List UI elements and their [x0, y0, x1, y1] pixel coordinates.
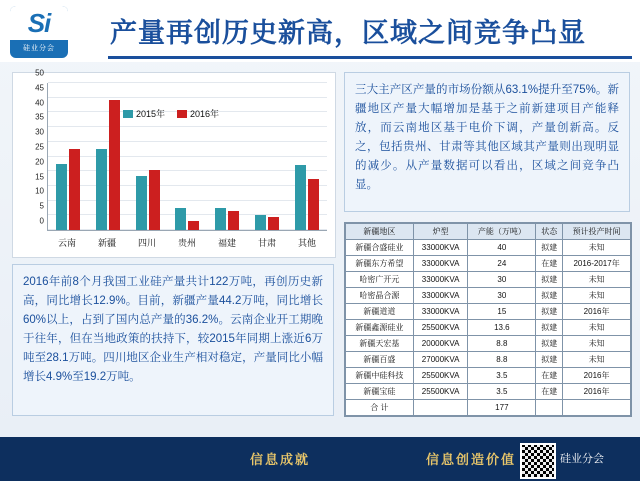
table-cell: 拟建 [536, 352, 563, 368]
note-market-share: 三大主产区产量的市场份额从63.1%提升至75%。新疆地区产量大幅增加是基于之前新建项目产能释放，而云南地区基于电价下调，产量创新高。反之，包括贵州、甘肃等其他区域其产量则出现明显的减少。从产量数据可以看出，区域之间竞争凸显。 [344, 72, 630, 212]
slide-header [0, 0, 640, 62]
chart-y-tick: 45 [35, 83, 44, 93]
table-cell: 新疆宝硅 [346, 384, 414, 400]
chart-x-tick: 云南 [57, 238, 76, 248]
table-cell: 未知 [563, 288, 631, 304]
table-cell: 未知 [563, 272, 631, 288]
table-row [346, 336, 631, 352]
table-cell: 24 [468, 256, 536, 272]
chart-bar [96, 149, 107, 230]
table-column-header: 状态 [536, 224, 563, 240]
table-cell: 15 [468, 304, 536, 320]
chart-x-tick: 新疆 [97, 238, 116, 248]
table-cell: 13.6 [468, 320, 536, 336]
table-cell: 新疆道道 [346, 304, 414, 320]
table-cell [413, 400, 468, 416]
chart-y-tick: 15 [35, 172, 44, 182]
table-cell: 30 [468, 288, 536, 304]
table-cell: 25500KVA [413, 368, 468, 384]
table-cell: 2016年 [563, 384, 631, 400]
chart-bars [48, 83, 327, 230]
table-cell: 177 [468, 400, 536, 416]
table-row [346, 320, 631, 336]
table-cell: 拟建 [536, 336, 563, 352]
table-cell: 拟建 [536, 320, 563, 336]
chart-y-tick: 20 [35, 157, 44, 167]
chart-x-tick: 贵州 [177, 238, 196, 248]
chart-bar-group [90, 83, 126, 230]
chart-bar-group [129, 83, 165, 230]
table-cell: 27000KVA [413, 352, 468, 368]
table-cell: 未知 [563, 336, 631, 352]
table-column-header: 新疆地区 [346, 224, 414, 240]
legend-label: 2015年 [136, 109, 166, 119]
page-title: 产量再创历史新高，区域之间竞争凸显 [110, 18, 586, 48]
table-cell: 拟建 [536, 304, 563, 320]
table-cell: 25500KVA [413, 320, 468, 336]
table-row [346, 400, 631, 416]
table-header-row [346, 224, 631, 240]
table-cell: 3.5 [468, 384, 536, 400]
chart-bar-group [169, 83, 205, 230]
chart-y-tick: 30 [35, 127, 44, 137]
table-row [346, 256, 631, 272]
table-cell: 哈密晶合源 [346, 288, 414, 304]
table-cell: 拟建 [536, 240, 563, 256]
table-row [346, 352, 631, 368]
chart-y-tick: 50 [35, 68, 44, 78]
chart-bar [255, 215, 266, 230]
chart-bar [188, 221, 199, 230]
chart-bar-group [289, 83, 325, 230]
table-column-header: 炉型 [413, 224, 468, 240]
slide-footer [0, 437, 640, 481]
table-row [346, 368, 631, 384]
table-cell: 33000KVA [413, 240, 468, 256]
table-cell: 3.5 [468, 368, 536, 384]
table-cell: 25500KVA [413, 384, 468, 400]
chart-bar [215, 208, 226, 230]
table-body [346, 240, 631, 416]
footer-right-text: 信息创造价值 [426, 452, 517, 467]
chart-x-tick: 福建 [217, 238, 236, 248]
chart-bar-group [209, 83, 245, 230]
table-column-header: 预计投产时间 [563, 224, 631, 240]
chart-y-tick: 40 [35, 98, 44, 108]
table-cell: 8.8 [468, 352, 536, 368]
table-row [346, 288, 631, 304]
table-column-header: 产能（万吨） [468, 224, 536, 240]
legend-label: 2016年 [190, 109, 220, 119]
table-row [346, 304, 631, 320]
chart-bar [268, 217, 279, 230]
table-cell: 40 [468, 240, 536, 256]
table-cell: 30 [468, 272, 536, 288]
chart-x-tick: 甘肃 [257, 238, 276, 248]
table-cell: 哈密广开元 [346, 272, 414, 288]
chart-legend [123, 107, 219, 120]
chart-bar [228, 211, 239, 230]
table-cell: 拟建 [536, 272, 563, 288]
note-output-summary: 2016年前8个月我国工业硅产量共计122万吨，再创历史新高，同比增长12.9%。目前，新疆产量44.2万吨，同比增长60%以上，占到了国内总产量的36.2%。云南企业开工期晚于往年，但在当地政策的扶持下，较2015年同期上涨近6万吨至28.1万吨。四川地区企业生产相对稳定，产量同比小幅增长4.9%至19.2万吨。 [12, 264, 334, 416]
table-cell: 新疆天宏基 [346, 336, 414, 352]
qr-code-icon [520, 443, 556, 479]
chart-plot-area [35, 68, 327, 231]
table-cell: 未知 [563, 352, 631, 368]
table-cell: 在建 [536, 384, 563, 400]
chart-y-tick: 35 [35, 112, 44, 122]
table-cell: 新疆中硅科技 [346, 368, 414, 384]
table-cell: 33000KVA [413, 288, 468, 304]
chart-y-tick: 5 [39, 201, 44, 211]
table-cell: 2016年 [563, 368, 631, 384]
table-row [346, 240, 631, 256]
table-cell: 新疆东方希望 [346, 256, 414, 272]
table-cell: 合 计 [346, 400, 414, 416]
table-cell [536, 400, 563, 416]
table-cell: 33000KVA [413, 272, 468, 288]
legend-swatch-icon [123, 110, 133, 118]
table-cell: 33000KVA [413, 256, 468, 272]
production-bar-chart [12, 68, 336, 258]
table-cell: 拟建 [536, 288, 563, 304]
chart-y-tick: 10 [35, 186, 44, 196]
table-cell: 2016-2017年 [563, 256, 631, 272]
chart-bar [295, 165, 306, 230]
table-cell: 新疆鑫源硅业 [346, 320, 414, 336]
table-cell: 未知 [563, 240, 631, 256]
footer-left-text: 信息成就 [250, 452, 311, 467]
table-cell: 在建 [536, 368, 563, 384]
chart-bar-group [249, 83, 285, 230]
chart-bar [56, 164, 67, 230]
table-row [346, 384, 631, 400]
table-row [346, 272, 631, 288]
chart-y-tick: 0 [39, 216, 44, 226]
chart-bar [69, 149, 80, 230]
chart-bar-group [50, 83, 86, 230]
table-cell: 新疆百盛 [346, 352, 414, 368]
table-cell: 2016年 [563, 304, 631, 320]
table-cell: 20000KVA [413, 336, 468, 352]
title-underline [108, 56, 632, 59]
legend-swatch-icon [177, 110, 187, 118]
chart-x-tick: 其他 [297, 238, 316, 248]
chart-bar [175, 208, 186, 230]
table-cell [563, 400, 631, 416]
table-cell: 33000KVA [413, 304, 468, 320]
wechat-label: 硅业分会 [560, 453, 604, 465]
logo-mark: Si [10, 6, 68, 40]
chart-x-axis-labels [47, 235, 327, 251]
table-cell: 未知 [563, 320, 631, 336]
chart-legend-item [177, 107, 219, 120]
chart-bar [308, 179, 319, 230]
chart-y-tick: 25 [35, 142, 44, 152]
chart-x-tick: 四川 [137, 238, 156, 248]
chart-bar [136, 176, 147, 230]
chart-legend-item [123, 107, 165, 120]
logo-label: 硅业分会 [23, 45, 55, 52]
logo [10, 6, 68, 58]
table-cell: 在建 [536, 256, 563, 272]
table-cell: 8.8 [468, 336, 536, 352]
chart-bar [109, 100, 120, 230]
table-cell: 新疆合盛硅业 [346, 240, 414, 256]
xinjiang-projects-table [344, 222, 632, 417]
chart-bar [149, 170, 160, 230]
